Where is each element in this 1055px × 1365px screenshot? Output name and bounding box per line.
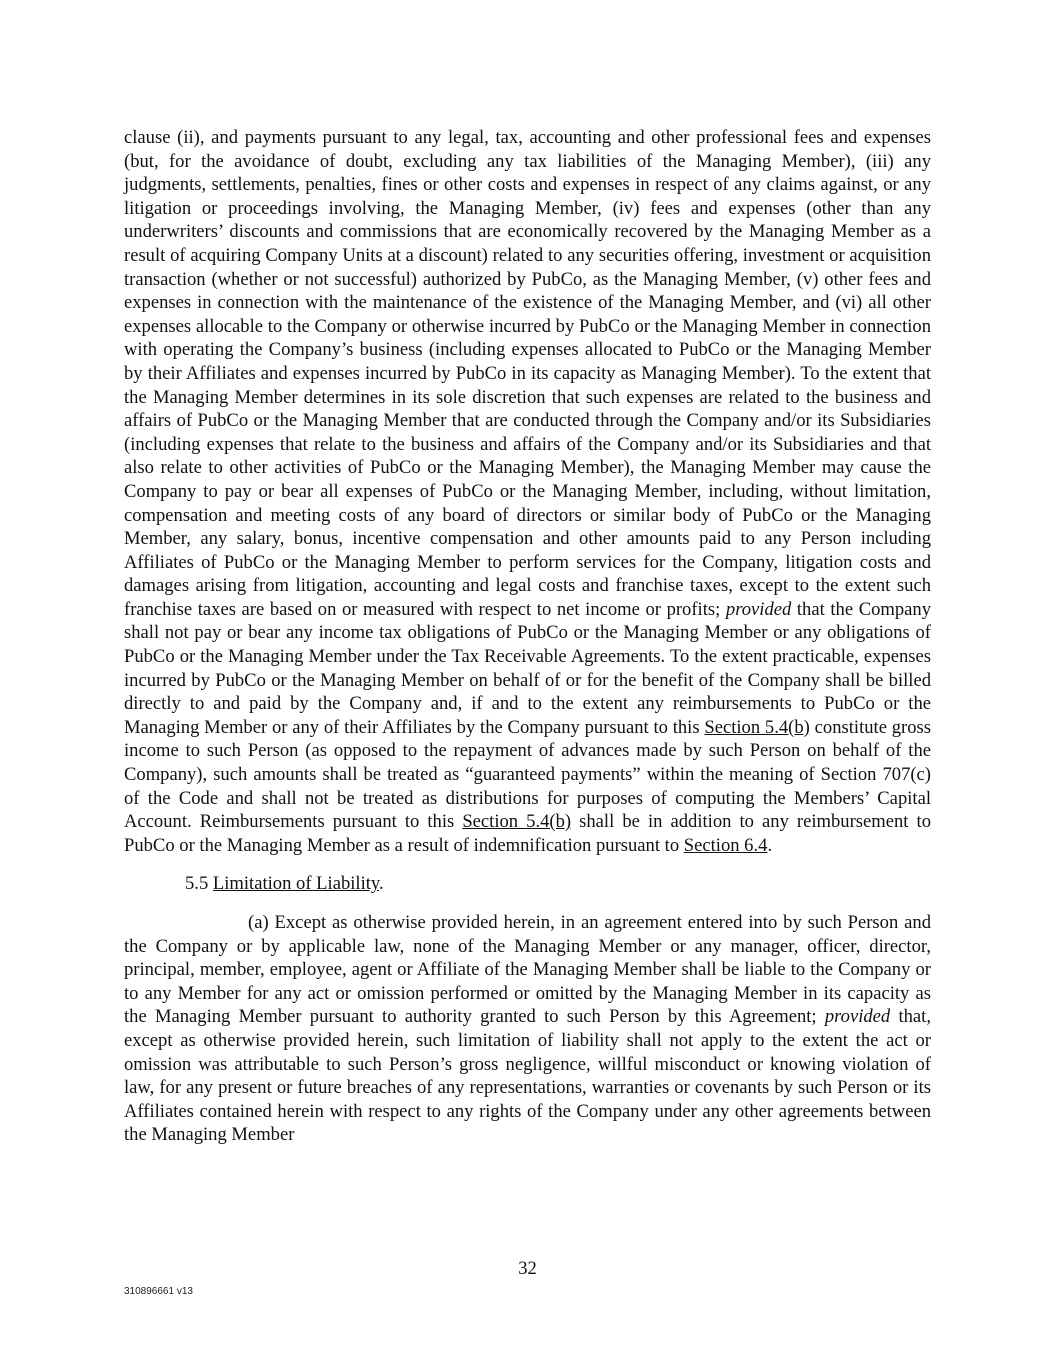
provided-italic: provided [824, 1006, 891, 1028]
section-title: Limitation of Liability [212, 873, 379, 895]
section-heading-5-5 [124, 872, 931, 896]
limitation-paragraph-a [124, 911, 931, 1147]
paragraph-text: . [767, 834, 773, 856]
paragraph-text: that, except as otherwise provided herein, such limitation of liability shall not apply to the extent the act or omission was attributable to such Person’s gross negligence, willful misconduct or knowing violation of law, for any present or future breaches of any representations, warranties or covenants by such Person or its Affiliates contained herein with respect to any rights of the Company under any other agreements between the Managing Member [124, 1006, 931, 1146]
section-ref-5-4b: Section 5.4(b) [462, 811, 572, 833]
paragraph-text: shall be in addition to any reimbursement to PubCo or the Managing Member as a result of indemnification pursuant to [124, 811, 931, 856]
section-title-period: . [379, 873, 384, 895]
paragraph-text: clause (ii), and payments pursuant to any legal, tax, accounting and other professional fees and expenses (but, for the avoidance of doubt, excluding any tax liabilities of the Managing Member), (iii) any judgments, settlements, penalties, fines or other costs and expenses in respect of any claims against, or any litigation or proceedings involving, the Managing Member, (iv) fees and expenses (other than any underwriters’ discounts and commissions that are economically recovered by the Managing Member as a result of acquiring Company Units at a discount) related to any securities offering, investment or acquisition transaction (whether or not successful) authorized by PubCo, as the Managing Member, (v) other fees and expenses in connection with the maintenance of the existence of the Managing Member, and (vi) all other expenses allocable to the Company or otherwise incurred by PubCo or the Managing Member in connection with operating the Company’s business (including expenses allocated to PubCo or the Managing Member by their Affiliates and expenses incurred by PubCo in its capacity as Managing Member). To the extent that the Managing Member determines in its sole discretion that such expenses are related to the business and affairs of PubCo or the Managing Member that are conducted through the Company and/or its Subsidiaries (including expenses that relate to the business and affairs of the Company and/or its Subsidiaries and that also relate to other activities of PubCo or the Managing Member), the Managing Member may cause the Company to pay or bear all expenses of PubCo or the Managing Member, including, without limitation, compensation and meeting costs of any board of directors or similar body of PubCo or the Managing Member, any salary, bonus, incentive compensation and other amounts paid to any Person including Affiliates of PubCo or the Managing Member to perform services for the Company, litigation costs and damages arising from litigation, accounting and legal costs and franchise taxes, except to the extent such franchise taxes are based on or measured with respect to net income or profits; [124, 127, 931, 620]
document-body [124, 126, 931, 1147]
paragraph-text: that the Company shall not pay or bear any income tax obligations of PubCo or the Managing Member or any obligations of PubCo or the Managing Member under the Tax Receivable Agreements. To the extent practicable, expenses incurred by PubCo or the Managing Member on behalf of or for the benefit of the Company shall be billed directly to and paid by the Company and, if and to the extent any reimbursements to PubCo or the Managing Member or any of their Affiliates by the Company pursuant to this [124, 598, 931, 738]
provided-italic: provided [725, 598, 792, 620]
expense-reimbursement-paragraph [124, 126, 931, 857]
paragraph-text: constitute gross income to such Person (as opposed to the repayment of advances made by such Person on behalf of the Company), such amounts shall be treated as “guaranteed payments” within the meaning of Section 707(c) of the Code and shall not be treated as distributions for purposes of computing the Members’ Capital Account. Reimbursements pursuant to this [124, 716, 931, 833]
section-ref-5-4b: Section 5.4(b) [704, 716, 810, 738]
section-ref-6-4: Section 6.4 [683, 834, 768, 856]
document-id: 310896661 v13 [124, 1286, 193, 1297]
paragraph-text: (a) Except as otherwise provided herein, in an agreement entered into by such Person and the Company or by applicable law, none of the Managing Member or any manager, officer, director, principal, member, employee, agent or Affiliate of the Managing Member shall be liable to the Company or to any Member for any act or omission performed or omitted by the Managing Member in its capacity as the Managing Member pursuant to authority granted to such Person by this Agreement; [124, 912, 931, 1028]
section-number: 5.5 [185, 873, 213, 895]
page-number: 32 [518, 1258, 537, 1279]
